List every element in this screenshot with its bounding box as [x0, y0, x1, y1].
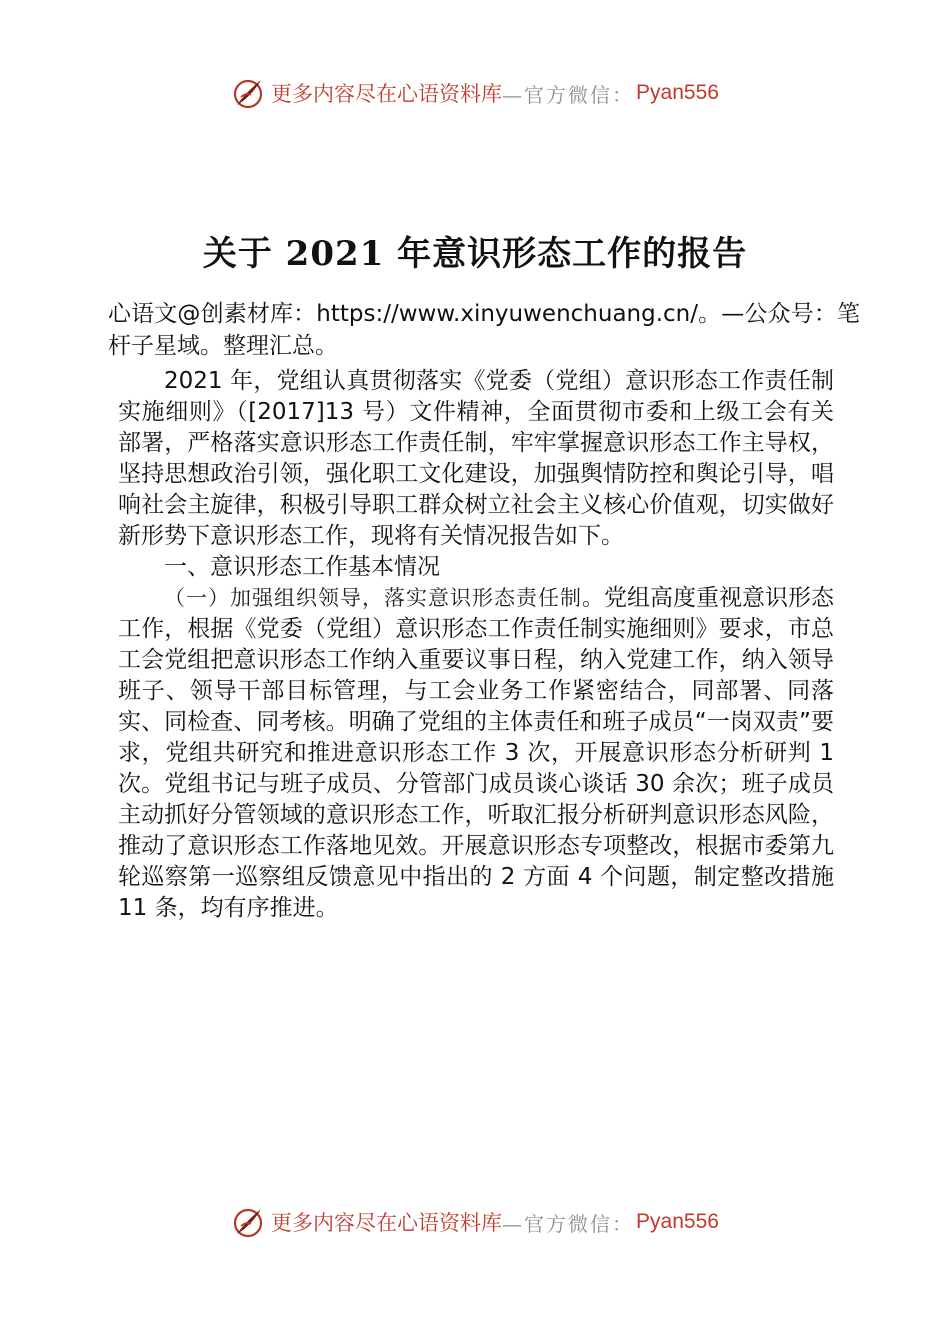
watermark-gray-text: —官方微信： [502, 1211, 635, 1236]
footer-watermark [0, 1200, 950, 1244]
subsection-paragraph [118, 583, 834, 924]
watermark-gray-text: —官方微信： [502, 82, 635, 107]
watermark-red-text: 更多内容尽在心语资料库 [271, 82, 503, 106]
watermark-wechat-id: Pyan556 [636, 1210, 719, 1233]
section-heading: 一、意识形态工作基本情况 [164, 554, 440, 580]
source-note: 心语文@创素材库：https://www.xinyuwenchuang.cn/。—公众号：笔杆子星域。整理汇总。 [108, 301, 860, 359]
header-watermark [0, 71, 950, 115]
subsection-lead: （一）加强组织领导，落实意识形态责任制。 [164, 586, 604, 610]
document-body [118, 366, 834, 924]
watermark-red-text: 更多内容尽在心语资料库 [271, 1211, 503, 1235]
document-title: 关于 2021 年意识形态工作的报告 [202, 234, 748, 274]
subsection-body: 党组高度重视意识形态工作，根据《党委（党组）意识形态工作责任制实施细则》要求，市总工会党组把意识形态工作纳入重要议事日程，纳入党建工作，纳入领导班子、领导干部目标管理，与工会业务工作紧密结合，同部署、同落实、同检查、同考核。明确了党组的主体责任和班子成员“一岗双责”要求，党组共研究和推进意识形态工作 3 次，开展意识形态分析研判 1 次。党组书记与班子成员、分管部门成员谈心谈话 30 余次；班子成员主动抓好分管领域的意识形态工作，听取汇报分析研判意识形态风险，推动了意识形态工作落地见效。开展意识形态专项整改，根据市委第九轮巡察第一巡察组反馈意见中指出的 2 方面 4 个问题，制定整改措施 11 条，均有序推进。 [118, 585, 834, 921]
brush-logo-icon [231, 75, 267, 111]
watermark-wechat-id: Pyan556 [636, 81, 719, 104]
intro-paragraph: 2021 年，党组认真贯彻落实《党委（党组）意识形态工作责任制实施细则》（[2017]13 号）文件精神，全面贯彻市委和上级工会有关部署，严格落实意识形态工作责任制，牢牢掌握意识形态工作主导权，坚持思想政治引领，强化职工文化建设，加强舆情防控和舆论引导，唱响社会主旋律，积极引导职工群众树立社会主义核心价值观，切实做好新形势下意识形态工作，现将有关情况报告如下。 [118, 368, 834, 549]
brush-logo-icon [231, 1204, 267, 1240]
